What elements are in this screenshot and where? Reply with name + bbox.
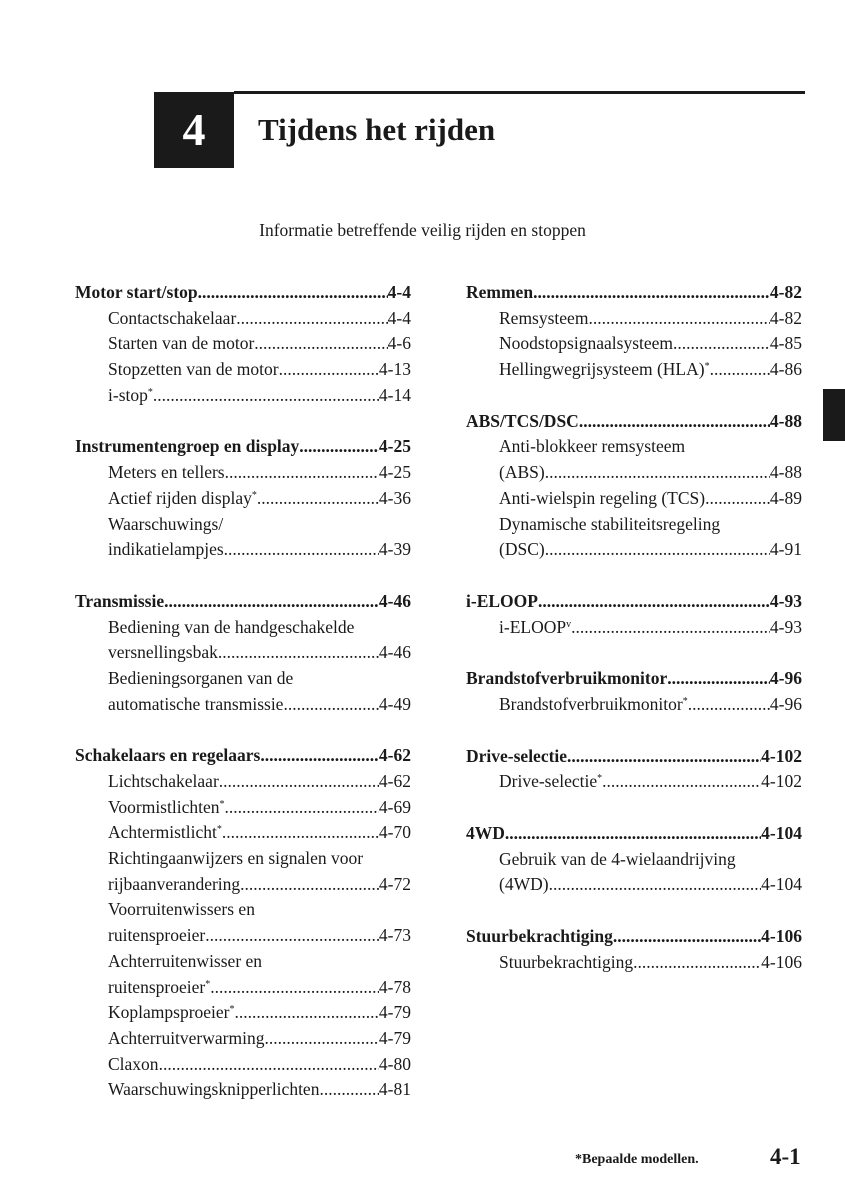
section-page-ref: 4-102 bbox=[761, 745, 802, 766]
entry-title bbox=[499, 537, 545, 563]
entry-title bbox=[108, 357, 279, 383]
entry-title-text: Claxon bbox=[108, 1053, 159, 1074]
entry-page-ref: 4-80 bbox=[378, 1053, 411, 1074]
dot-leader bbox=[279, 357, 379, 383]
section-title bbox=[75, 434, 299, 460]
toc-entry[interactable] bbox=[75, 615, 411, 641]
toc-entry[interactable] bbox=[75, 537, 411, 563]
dot-leader bbox=[224, 537, 379, 563]
toc-entry[interactable] bbox=[75, 769, 411, 795]
entry-page-ref: 4-46 bbox=[378, 642, 411, 663]
entry-page-ref: 4-6 bbox=[387, 333, 411, 354]
entry-title bbox=[108, 306, 236, 332]
toc-entry[interactable] bbox=[75, 949, 411, 975]
entry-title-text: Anti-wielspin regeling (TCS) bbox=[499, 487, 706, 508]
section-title bbox=[466, 280, 533, 306]
section-title-text: Instrumentengroep en display bbox=[75, 436, 300, 457]
entry-page-ref: 4-85 bbox=[769, 333, 802, 354]
dot-leader bbox=[602, 769, 761, 795]
section-page-ref: 4-96 bbox=[769, 668, 802, 689]
entry-title bbox=[108, 692, 283, 718]
toc-entry[interactable] bbox=[466, 306, 802, 332]
dot-leader bbox=[254, 331, 387, 357]
entry-title-text: Anti-blokkeer remsysteem bbox=[499, 436, 686, 457]
dot-leader bbox=[235, 1000, 379, 1026]
toc-section-heading[interactable] bbox=[466, 280, 802, 306]
entry-page-ref: 4-62 bbox=[378, 771, 411, 791]
toc-entry[interactable] bbox=[75, 1052, 411, 1078]
toc-section bbox=[75, 434, 411, 562]
dot-leader bbox=[567, 744, 761, 770]
entry-page-ref: 4-104 bbox=[761, 874, 802, 895]
entry-title bbox=[108, 1026, 264, 1052]
toc-section bbox=[75, 280, 411, 408]
section-page-ref: 4-88 bbox=[769, 410, 802, 431]
entry-title bbox=[499, 486, 705, 512]
entry-page-ref: 4-36 bbox=[378, 487, 411, 508]
entry-title bbox=[499, 357, 710, 383]
entry-title-text: Achterruitverwarming bbox=[108, 1027, 265, 1048]
toc-entry[interactable] bbox=[466, 486, 802, 512]
toc-section-heading[interactable] bbox=[466, 409, 802, 435]
entry-title bbox=[108, 331, 254, 357]
chapter-number: 4 bbox=[154, 92, 234, 168]
entry-title-text: rijbaanverandering bbox=[108, 873, 241, 894]
section-title bbox=[466, 409, 579, 435]
entry-title-text: Stopzetten van de motor bbox=[108, 359, 279, 380]
entry-title-text: Waarschuwings/ bbox=[108, 513, 224, 534]
footer-note: *Bepaalde modellen. bbox=[575, 1152, 699, 1167]
toc-entry[interactable] bbox=[75, 357, 411, 383]
dot-leader bbox=[164, 589, 379, 615]
entry-page-ref: 4-72 bbox=[378, 873, 411, 894]
toc-entry[interactable] bbox=[466, 950, 802, 976]
toc-section bbox=[466, 924, 802, 975]
toc-entry[interactable] bbox=[75, 306, 411, 332]
entry-title-text: Contactschakelaar bbox=[108, 307, 237, 328]
entry-page-ref: 4-81 bbox=[378, 1079, 411, 1100]
section-title bbox=[466, 924, 613, 950]
toc-section bbox=[466, 589, 802, 640]
section-title bbox=[466, 821, 505, 847]
dot-leader bbox=[257, 486, 379, 512]
toc-section-heading[interactable] bbox=[466, 744, 802, 770]
entry-title bbox=[108, 846, 363, 872]
entry-page-ref: 4-91 bbox=[769, 539, 802, 560]
entry-title bbox=[499, 615, 571, 641]
entry-page-ref: 4-93 bbox=[769, 616, 802, 637]
model-availability-mark: v bbox=[566, 618, 572, 630]
entry-title bbox=[499, 847, 736, 873]
toc-section-heading[interactable] bbox=[466, 589, 802, 615]
dot-leader bbox=[549, 872, 762, 898]
entry-title bbox=[108, 975, 210, 1001]
entry-title bbox=[108, 486, 257, 512]
toc-entry[interactable] bbox=[466, 512, 802, 538]
entry-title bbox=[108, 383, 153, 409]
entry-title-text: Voormistlichten bbox=[108, 796, 220, 817]
toc-entry[interactable] bbox=[75, 383, 411, 409]
model-availability-mark: * bbox=[229, 1004, 235, 1016]
toc-entry[interactable] bbox=[75, 1000, 411, 1026]
entry-page-ref: 4-49 bbox=[378, 693, 411, 714]
entry-title-text: Lichtschakelaar bbox=[108, 771, 219, 791]
dot-leader bbox=[299, 434, 379, 460]
entry-page-ref: 4-86 bbox=[769, 359, 802, 380]
dot-leader bbox=[688, 692, 770, 718]
entry-title-text: Noodstopsignaalsysteem bbox=[499, 333, 674, 354]
entry-page-ref: 4-102 bbox=[761, 771, 802, 792]
section-title bbox=[75, 280, 198, 306]
section-title bbox=[466, 589, 538, 615]
toc-entry[interactable] bbox=[75, 872, 411, 898]
section-title-text: Brandstofverbruikmonitor bbox=[466, 668, 668, 689]
entry-page-ref: 4-39 bbox=[378, 539, 411, 560]
entry-title bbox=[108, 1052, 159, 1078]
entry-title-text: Drive-selectie bbox=[499, 771, 598, 792]
toc-entry[interactable] bbox=[75, 846, 411, 872]
entry-title bbox=[108, 923, 205, 949]
dot-leader bbox=[222, 820, 379, 846]
dot-leader bbox=[505, 821, 761, 847]
entry-title-text: (ABS) bbox=[499, 462, 545, 483]
section-title-text: Motor start/stop bbox=[75, 282, 198, 302]
toc-section bbox=[466, 666, 802, 717]
toc-entry[interactable] bbox=[75, 486, 411, 512]
entry-title-text: Bedieningsorganen van de bbox=[108, 667, 294, 688]
model-availability-mark: * bbox=[682, 695, 688, 707]
section-title bbox=[466, 666, 667, 692]
dot-leader bbox=[710, 357, 770, 383]
toc-section bbox=[466, 409, 802, 563]
dot-leader bbox=[236, 306, 387, 332]
dot-leader bbox=[319, 1077, 378, 1103]
model-availability-mark: * bbox=[219, 798, 225, 810]
entry-title-text: Meters en tellers bbox=[108, 462, 225, 483]
page-number: 4-1 bbox=[770, 1144, 801, 1169]
dot-leader bbox=[571, 615, 770, 641]
section-title-text: Stuurbekrachtiging bbox=[466, 926, 613, 947]
section-page-ref: 4-104 bbox=[761, 823, 802, 843]
entry-page-ref: 4-25 bbox=[378, 462, 411, 483]
entry-title-text: Voorruitenwissers en bbox=[108, 899, 255, 920]
entry-title-text: Achterruitenwisser en bbox=[108, 950, 263, 971]
entry-title-text: i-stop bbox=[108, 384, 148, 405]
section-page-ref: 4-82 bbox=[769, 282, 802, 302]
section-title bbox=[466, 744, 567, 770]
toc-entry[interactable] bbox=[75, 640, 411, 666]
toc-section bbox=[466, 280, 802, 383]
entry-title bbox=[499, 769, 602, 795]
toc-entry[interactable] bbox=[75, 1077, 411, 1103]
dot-leader bbox=[264, 1026, 378, 1052]
entry-title bbox=[108, 537, 224, 563]
toc-section bbox=[466, 744, 802, 795]
dot-leader bbox=[633, 950, 761, 976]
dot-leader bbox=[153, 383, 379, 409]
toc-entry[interactable] bbox=[75, 820, 411, 846]
model-availability-mark: * bbox=[216, 824, 222, 836]
model-availability-mark: * bbox=[147, 386, 153, 398]
toc-entry[interactable] bbox=[75, 692, 411, 718]
dot-leader bbox=[219, 769, 379, 795]
entry-title-text: Waarschuwingsknipperlichten bbox=[108, 1079, 320, 1100]
dot-leader bbox=[240, 872, 379, 898]
entry-title-text: Bediening van de handgeschakelde bbox=[108, 616, 355, 637]
entry-title-text: Brandstofverbruikmonitor bbox=[499, 693, 683, 714]
toc-entry[interactable] bbox=[466, 357, 802, 383]
entry-title bbox=[108, 615, 354, 641]
entry-page-ref: 4-106 bbox=[761, 951, 802, 972]
section-page-ref: 4-62 bbox=[378, 745, 411, 766]
model-availability-mark: * bbox=[251, 489, 257, 501]
entry-title-text: Hellingwegrijsysteem (HLA) bbox=[499, 359, 705, 380]
entry-title bbox=[499, 950, 633, 976]
toc-entry[interactable] bbox=[466, 537, 802, 563]
toc-entry[interactable] bbox=[75, 923, 411, 949]
entry-title bbox=[108, 820, 222, 846]
dot-leader bbox=[545, 537, 770, 563]
toc-entry[interactable] bbox=[75, 897, 411, 923]
section-title-text: Transmissie bbox=[75, 590, 165, 611]
toc-section-heading[interactable] bbox=[466, 821, 802, 847]
section-page-ref: 4-25 bbox=[378, 436, 411, 457]
entry-title-text: Stuurbekrachtiging bbox=[499, 951, 634, 972]
toc-entry[interactable] bbox=[75, 975, 411, 1001]
section-title-text: 4WD bbox=[466, 823, 505, 843]
dot-leader bbox=[224, 795, 378, 821]
toc-entry[interactable] bbox=[466, 615, 802, 641]
entry-page-ref: 4-79 bbox=[378, 1002, 411, 1023]
entry-title bbox=[108, 460, 225, 486]
section-title-text: i-ELOOP bbox=[466, 590, 538, 611]
dot-leader bbox=[210, 975, 379, 1001]
dot-leader bbox=[159, 1052, 379, 1078]
entry-title bbox=[108, 872, 240, 898]
entry-page-ref: 4-69 bbox=[378, 796, 411, 817]
entry-title-text: (4WD) bbox=[499, 874, 549, 895]
toc-entry[interactable] bbox=[75, 795, 411, 821]
entry-title bbox=[108, 897, 255, 923]
dot-leader bbox=[533, 280, 770, 306]
dot-leader bbox=[613, 924, 761, 950]
entry-title bbox=[108, 1077, 319, 1103]
entry-title bbox=[499, 434, 685, 460]
toc-section-heading[interactable] bbox=[75, 434, 411, 460]
entry-title-text: Achtermistlicht bbox=[108, 822, 217, 843]
toc-entry[interactable] bbox=[75, 512, 411, 538]
toc-right-column bbox=[466, 280, 802, 1001]
entry-title bbox=[499, 692, 688, 718]
dot-leader bbox=[225, 460, 379, 486]
entry-title bbox=[499, 872, 549, 898]
entry-page-ref: 4-82 bbox=[769, 307, 802, 328]
entry-title bbox=[108, 512, 223, 538]
entry-page-ref: 4-13 bbox=[378, 359, 411, 380]
section-title bbox=[75, 743, 260, 769]
chapter-subtitle: Informatie betreffende veilig rijden en stoppen bbox=[259, 220, 586, 240]
section-title-text: Schakelaars en regelaars bbox=[75, 745, 261, 766]
entry-title bbox=[499, 331, 673, 357]
toc-entry[interactable] bbox=[75, 1026, 411, 1052]
toc-entry[interactable] bbox=[75, 331, 411, 357]
dot-leader bbox=[198, 280, 388, 306]
toc-section-heading[interactable] bbox=[75, 589, 411, 615]
entry-title-text: (DSC) bbox=[499, 539, 545, 560]
entry-title-text: Gebruik van de 4-wielaandrijving bbox=[499, 848, 736, 869]
toc-entry[interactable] bbox=[466, 434, 802, 460]
entry-title-text: ruitensproeier bbox=[108, 976, 206, 997]
toc-entry[interactable] bbox=[466, 331, 802, 357]
dot-leader bbox=[705, 486, 770, 512]
entry-title bbox=[108, 666, 293, 692]
chapter-side-tab bbox=[823, 389, 845, 441]
entry-page-ref: 4-79 bbox=[378, 1027, 411, 1048]
dot-leader bbox=[673, 331, 770, 357]
entry-page-ref: 4-88 bbox=[769, 462, 802, 483]
toc-entry[interactable] bbox=[466, 872, 802, 898]
toc-section-heading[interactable] bbox=[466, 924, 802, 950]
dot-leader bbox=[538, 589, 770, 615]
entry-title-text: Koplampsproeier bbox=[108, 1002, 230, 1023]
dot-leader bbox=[667, 666, 770, 692]
chapter-title: Tijdens het rijden bbox=[258, 112, 496, 147]
model-availability-mark: * bbox=[205, 978, 211, 990]
entry-title-text: indikatielampjes bbox=[108, 539, 224, 560]
dot-leader bbox=[218, 640, 379, 666]
entry-page-ref: 4-89 bbox=[769, 487, 802, 508]
section-page-ref: 4-106 bbox=[761, 926, 802, 947]
toc-section-heading[interactable] bbox=[75, 743, 411, 769]
section-title-text: Drive-selectie bbox=[466, 745, 568, 766]
toc-section-heading[interactable] bbox=[75, 280, 411, 306]
entry-title-text: ruitensproeier bbox=[108, 925, 206, 946]
toc-section-heading[interactable] bbox=[466, 666, 802, 692]
entry-title-text: i-ELOOP bbox=[499, 616, 567, 637]
entry-title bbox=[499, 460, 545, 486]
entry-page-ref: 4-96 bbox=[769, 693, 802, 714]
entry-page-ref: 4-14 bbox=[378, 384, 411, 405]
dot-leader bbox=[260, 743, 379, 769]
toc-entry[interactable] bbox=[466, 769, 802, 795]
toc-entry[interactable] bbox=[466, 692, 802, 718]
entry-title-text: Richtingaanwijzers en signalen voor bbox=[108, 848, 364, 869]
toc-left-column bbox=[75, 280, 411, 1129]
toc-entry[interactable] bbox=[466, 847, 802, 873]
toc-section bbox=[75, 743, 411, 1103]
entry-title-text: Actief rijden display bbox=[108, 487, 252, 508]
entry-title bbox=[499, 306, 588, 332]
model-availability-mark: * bbox=[597, 773, 603, 785]
entry-title bbox=[108, 1000, 235, 1026]
entry-page-ref: 4-78 bbox=[378, 976, 411, 997]
section-title bbox=[75, 589, 164, 615]
model-availability-mark: * bbox=[704, 361, 710, 373]
toc-entry[interactable] bbox=[75, 460, 411, 486]
entry-page-ref: 4-4 bbox=[387, 307, 411, 328]
toc-entry[interactable] bbox=[466, 460, 802, 486]
entry-title-text: Remsysteem bbox=[499, 307, 589, 328]
entry-title-text: Dynamische stabiliteitsregeling bbox=[499, 513, 721, 534]
toc-section bbox=[466, 821, 802, 898]
entry-title bbox=[108, 795, 224, 821]
toc-section bbox=[75, 589, 411, 717]
entry-title-text: versnellingsbak bbox=[108, 642, 218, 663]
chapter-rule bbox=[234, 91, 805, 94]
entry-title-text: Starten van de motor bbox=[108, 333, 255, 354]
entry-title bbox=[108, 769, 219, 795]
dot-leader bbox=[545, 460, 770, 486]
entry-title bbox=[108, 640, 218, 666]
entry-page-ref: 4-70 bbox=[378, 822, 411, 843]
section-page-ref: 4-4 bbox=[387, 282, 411, 302]
entry-title bbox=[499, 512, 720, 538]
section-title-text: Remmen bbox=[466, 282, 534, 302]
entry-title bbox=[108, 949, 262, 975]
toc-entry[interactable] bbox=[75, 666, 411, 692]
dot-leader bbox=[588, 306, 769, 332]
section-page-ref: 4-46 bbox=[378, 590, 411, 611]
dot-leader bbox=[283, 692, 378, 718]
entry-page-ref: 4-73 bbox=[378, 925, 411, 946]
section-title-text: ABS/TCS/DSC bbox=[466, 410, 579, 431]
entry-title-text: automatische transmissie bbox=[108, 693, 284, 714]
dot-leader bbox=[579, 409, 770, 435]
dot-leader bbox=[205, 923, 379, 949]
section-page-ref: 4-93 bbox=[769, 590, 802, 611]
